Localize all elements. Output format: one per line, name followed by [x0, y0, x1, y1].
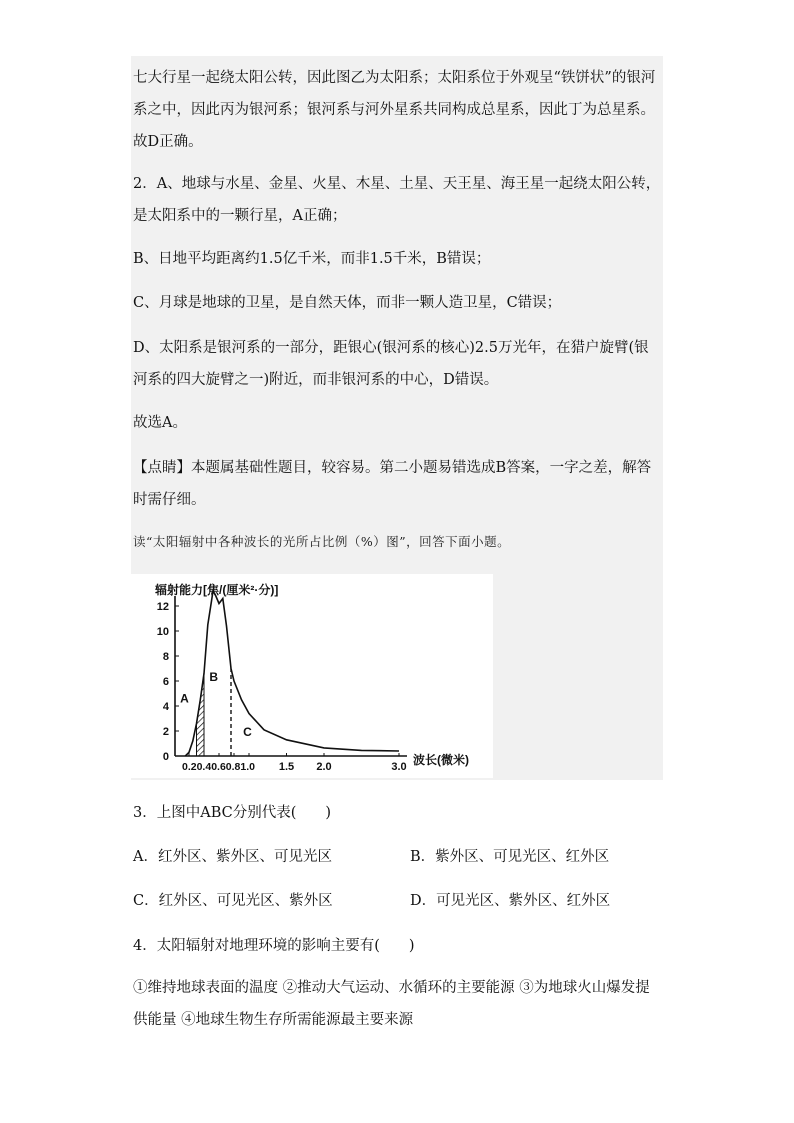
tip-paragraph: 【点睛】本题属基础性题目，较容易。第二小题易错选成B答案，一字之差，解答时需仔细。 — [133, 460, 652, 508]
chart-region-label-c: C — [243, 725, 252, 739]
chart-y-tick-label: 0 — [162, 751, 169, 763]
question-3-option-c: C．红外区、可见光区、紫外区 — [133, 893, 333, 909]
answer-paragraph-3: B、日地平均距离约1.5亿千米，而非1.5千米，B错误； — [133, 251, 491, 267]
question-3-option-d: D．可见光区、紫外区、红外区 — [410, 893, 611, 909]
chart-y-tick-label: 2 — [162, 726, 169, 738]
answer-paragraph-5: D、太阳系是银河系的一部分，距银心(银河系的核心)2.5万光年，在猎户旋臂(银河系的四大旋臂之一)附近，而非银河系的中心，D错误。 — [133, 340, 649, 388]
question-3-stem: 3．上图中ABC分别代表( ) — [133, 805, 332, 821]
answer-paragraph-2: 2．A、地球与水星、金星、火星、木星、土星、天王星、海王星一起绕太阳公转，是太阳系中的一颗行星，A正确； — [133, 176, 661, 224]
question-3-option-a: A．红外区、紫外区、可见光区 — [133, 849, 332, 865]
chart-x-tick-labels-small: 0.20.40.60.81.0 — [182, 761, 255, 773]
chart-x-tick-label: 2.0 — [316, 761, 332, 773]
chart-region-label-b: B — [209, 670, 219, 684]
chart-ylabel: 辐射能力[焦/(厘米²·分)] — [155, 583, 279, 597]
chart-x-tick-label: 1.5 — [278, 761, 295, 773]
answer-conclusion: 故选A。 — [133, 415, 187, 431]
chart-region-label-a: A — [180, 691, 189, 706]
chart-layer — [157, 591, 407, 773]
question-3-option-b: B．紫外区、可见光区、红外区 — [410, 849, 610, 865]
chart-instruction: 读“太阳辐射中各种波长的光所占比例（%）图”，回答下面小题。 — [133, 534, 511, 549]
solar-radiation-chart — [131, 574, 493, 778]
chart-y-tick-label: 4 — [162, 701, 169, 713]
chart-y-tick-label: 10 — [156, 626, 169, 638]
chart-xlabel: 波长(微米) — [413, 753, 469, 767]
chart-x-tick-label: 3.0 — [391, 761, 407, 773]
chart-y-tick-label: 8 — [162, 651, 169, 663]
chart-svg — [131, 574, 493, 778]
answer-paragraph-1: 七大行星一起绕太阳公转，因此图乙为太阳系；太阳系位于外观呈“铁饼状”的银河系之中，因此丙为银河系；银河系与河外星系共同构成总星系，因此丁为总星系。故D正确。 — [133, 70, 656, 150]
answer-paragraph-4: C、月球是地球的卫星，是自然天体，而非一颗人造卫星，C错误； — [133, 295, 562, 311]
question-4-stem: 4．太阳辐射对地理环境的影响主要有( ) — [133, 938, 415, 954]
chart-y-tick-label: 6 — [162, 676, 169, 688]
question-4-items: ①维持地球表面的温度 ②推动大气运动、水循环的主要能源 ③为地球火山爆发提供能量 ④地球生物生存所需能源最主要来源 — [133, 980, 650, 1028]
chart-y-tick-label: 12 — [156, 601, 169, 613]
